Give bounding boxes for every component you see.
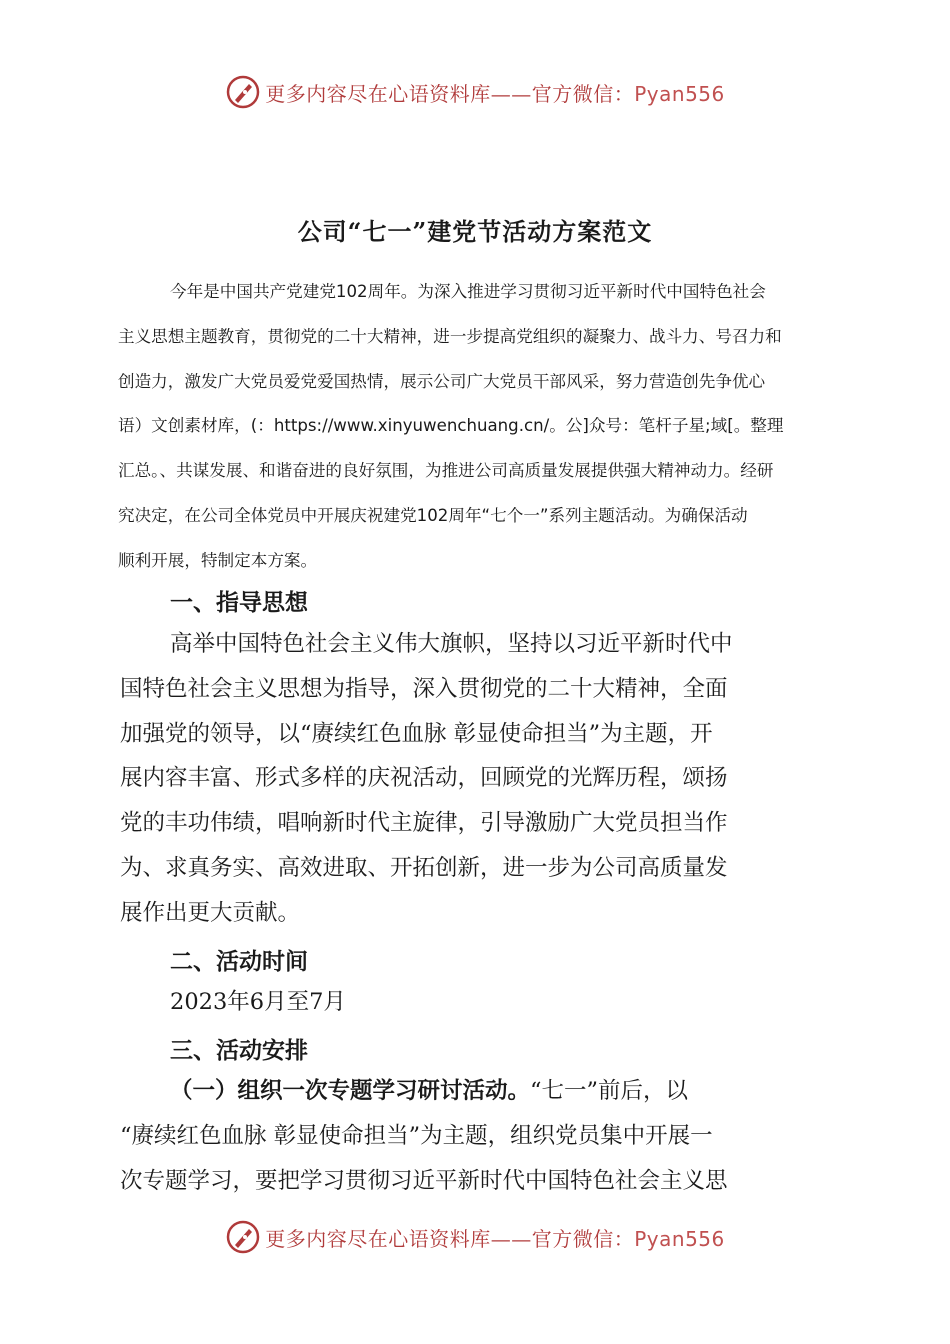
intro-line: 主义思想主题教育，贯彻党的二十大精神，进一步提高党组织的凝聚力、战斗力、号召力和: [118, 326, 782, 346]
intro-line: 究决定，在公司全体党员中开展庆祝建党102周年“七个一”系列主题活动。为确保活动: [118, 505, 748, 525]
section-body-activity-arrangement: [120, 1069, 830, 1203]
item-heading-study-session: （一）组织一次专题学习研讨活动。: [170, 1078, 531, 1104]
document-title: 公司“七一”建党节活动方案范文: [297, 217, 653, 246]
pen-nib-seal-logo-icon: [225, 1219, 261, 1255]
banner-text-cn: 更多内容尽在心语资料库——官方微信：: [265, 81, 635, 106]
footer-watermark-banner: [0, 1217, 950, 1257]
section-heading-guiding-thought: 一、指导思想: [170, 589, 308, 616]
intro-line: 今年是中国共产党建党102周年。为深入推进学习贯彻习近平新时代中国特色社会: [170, 282, 766, 301]
body-line: 展作出更大贡献。: [120, 899, 301, 926]
section-heading-activity-arrangement: 三、活动安排: [170, 1037, 308, 1064]
header-watermark-banner: [0, 72, 950, 112]
banner-text-cn: 更多内容尽在心语资料库——官方微信：: [265, 1226, 635, 1251]
body-line: 为、求真务实、高效进取、开拓创新，进一步为公司高质量发: [120, 854, 728, 881]
body-line: 高举中国特色社会主义伟大旗帜，坚持以习近平新时代中: [170, 631, 733, 657]
banner-text: [265, 1223, 725, 1252]
section-heading-activity-time: 二、活动时间: [170, 948, 308, 975]
body-line: 展内容丰富、形式多样的庆祝活动，回顾党的光辉历程，颂扬: [120, 765, 728, 792]
body-line: [120, 1069, 830, 1114]
body-line: 党的丰功伟绩，唱响新时代主旋律，引导激励广大党员担当作: [120, 810, 728, 837]
banner-wechat-id: Pyan556: [634, 81, 725, 106]
intro-line: 语）文创素材库，(：https://www.xinyuwenchuang.cn/。公]众号：笔杆子星;域[。整理: [118, 416, 784, 436]
intro-line: 汇总。、共谋发展、和谐奋进的良好氛围，为推进公司高质量发展提供强大精神动力。经研: [118, 461, 774, 481]
body-line: “赓续红色血脉 彰显使命担当”为主题，组织党员集中开展一: [120, 1122, 713, 1149]
banner-wechat-id: Pyan556: [634, 1226, 725, 1251]
activity-time-text: 2023年6月至7月: [170, 989, 346, 1015]
section-body-activity-time: [170, 980, 880, 1025]
pen-nib-seal-logo-icon: [225, 74, 261, 110]
intro-line: 顺利开展，特制定本方案。: [118, 550, 318, 570]
body-line: 国特色社会主义思想为指导，深入贯彻党的二十大精神，全面: [120, 675, 728, 702]
item-text: “七一”前后，以: [530, 1078, 689, 1104]
intro-paragraph: [118, 270, 830, 584]
body-line: 次专题学习，要把学习贯彻习近平新时代中国特色社会主义思: [120, 1167, 728, 1194]
section-body-guiding-thought: [120, 622, 830, 936]
banner-text: [265, 78, 725, 107]
intro-line: 创造力，激发广大党员爱党爱国热情，展示公司广大党员干部风采，努力营造创先争优心: [118, 371, 766, 391]
body-line: 加强党的领导，以“赓续红色血脉 彰显使命担当”为主题，开: [120, 720, 713, 747]
